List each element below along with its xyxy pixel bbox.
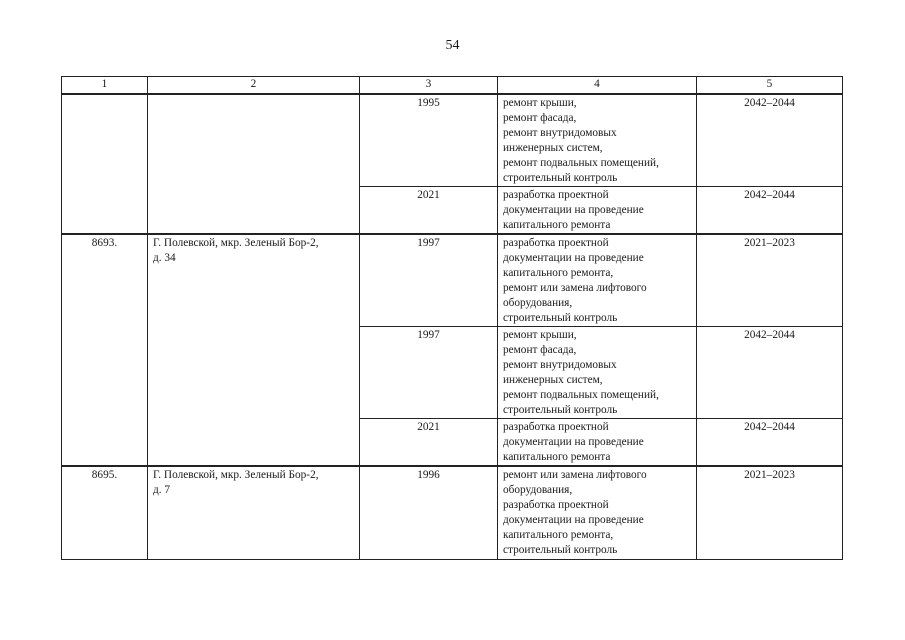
page-number: 54 — [445, 38, 460, 53]
year-cell: 2021 — [360, 187, 498, 234]
works-cell: разработка проектной документации на проведение капитального ремонта, ремонт или замена лифтового оборудования, строительный контроль — [498, 235, 697, 327]
table-block-continued — [61, 94, 843, 234]
row-number-cell: 8695. — [62, 467, 148, 560]
period-cell: 2021–2023 — [697, 467, 843, 560]
table-block-8693 — [61, 234, 843, 466]
row-number-cell — [62, 95, 148, 234]
row-number-cell: 8693. — [62, 235, 148, 466]
year-cell: 1997 — [360, 327, 498, 419]
header-col-2: 2 — [148, 77, 360, 94]
header-col-3: 3 — [360, 77, 498, 94]
table-block-8695 — [61, 466, 843, 560]
address-cell: Г. Полевской, мкр. Зеленый Бор-2, д. 34 — [148, 235, 360, 466]
header-col-5: 5 — [697, 77, 843, 94]
year-cell: 1997 — [360, 235, 498, 327]
period-cell: 2021–2023 — [697, 235, 843, 327]
works-cell: разработка проектной документации на проведение капитального ремонта — [498, 419, 697, 466]
header-col-4: 4 — [498, 77, 697, 94]
table-row — [62, 95, 843, 187]
period-cell: 2042–2044 — [697, 419, 843, 466]
works-cell: разработка проектной документации на проведение капитального ремонта — [498, 187, 697, 234]
period-cell: 2042–2044 — [697, 327, 843, 419]
period-cell: 2042–2044 — [697, 95, 843, 187]
works-cell: ремонт или замена лифтового оборудования, разработка проектной документации на проведение капитального ремонта, строительный контроль — [498, 467, 697, 560]
year-cell: 1995 — [360, 95, 498, 187]
header-col-1: 1 — [62, 77, 148, 94]
address-cell: Г. Полевской, мкр. Зеленый Бор-2, д. 7 — [148, 467, 360, 560]
works-cell: ремонт крыши, ремонт фасада, ремонт внутридомовых инженерных систем, ремонт подвальных помещений, строительный контроль — [498, 327, 697, 419]
header-row — [62, 77, 843, 94]
table-row — [62, 467, 843, 560]
year-cell: 1996 — [360, 467, 498, 560]
period-cell: 2042–2044 — [697, 187, 843, 234]
works-cell: ремонт крыши, ремонт фасада, ремонт внутридомовых инженерных систем, ремонт подвальных помещений, строительный контроль — [498, 95, 697, 187]
year-cell: 2021 — [360, 419, 498, 466]
address-cell — [148, 95, 360, 234]
table-row — [62, 235, 843, 327]
table-header — [61, 76, 843, 94]
